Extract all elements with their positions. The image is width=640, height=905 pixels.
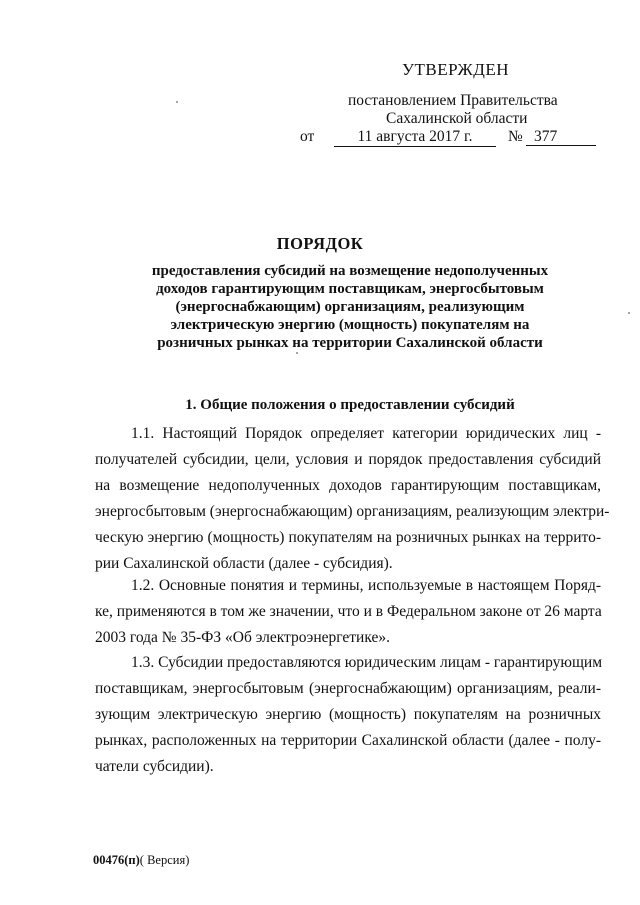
subtitle-line: электрическую энергию (мощность) покупателям на xyxy=(170,317,530,333)
paragraph-line: энергосбытовым (энергоснабжающим) организациям, реализующим электри- xyxy=(95,503,610,520)
paragraph-line: зующим электрическую энергию (мощность) покупателям на розничных xyxy=(95,706,601,723)
paragraph-line: ческую энергию (мощность) покупателям на розничных рынках на террито- xyxy=(95,529,601,546)
number-prefix: № xyxy=(508,128,523,145)
paragraph-line: 1.2. Основные понятия и термины, используемые в настоящем Поряд- xyxy=(131,577,601,594)
paragraph-line: 2003 года № 35-ФЗ «Об электроэнергетике». xyxy=(95,629,390,646)
date-prefix: от xyxy=(300,128,315,145)
paragraph-line: чатели субсидии). xyxy=(95,758,214,775)
document-code: 00476(п) xyxy=(93,853,140,867)
document-subtitle xyxy=(120,262,580,352)
paragraph-line: получателей субсидии, цели, условия и порядок предоставления субсидий xyxy=(95,451,601,468)
paragraph-line: на возмещение недополученных доходов гарантирующим поставщикам, xyxy=(95,477,601,494)
subtitle-line: доходов гарантирующим поставщикам, энергосбытовым xyxy=(156,281,544,297)
scan-speck xyxy=(628,312,630,314)
paragraph-line: 1.3. Субсидии предоставляются юридическим лицам - гарантирующим xyxy=(131,654,603,671)
paragraph-line: поставщикам, энергосбытовым (энергоснабжающим) организациям, реали- xyxy=(95,680,601,697)
document-version: ( Версия) xyxy=(139,853,190,867)
paragraph-1-2 xyxy=(95,573,601,651)
paragraph-1-3 xyxy=(95,650,601,780)
approved-heading: УТВЕРЖДЕН xyxy=(402,60,509,79)
scan-speck xyxy=(176,101,178,103)
approval-date: 11 августа 2017 г. xyxy=(334,128,496,147)
paragraph-line: ке, применяются в том же значении, что и в Федеральном законе от 26 марта xyxy=(95,603,602,620)
approval-date-row xyxy=(300,128,610,148)
document-footer xyxy=(93,853,189,868)
subtitle-line: (энергоснабжающим) организациям, реализующим xyxy=(175,299,525,315)
paragraph-line: рии Сахалинской области (далее - субсидия). xyxy=(95,555,393,572)
paragraph-line: рынках, расположенных на территории Сахалинской области (далее - полу- xyxy=(95,732,601,749)
paragraph-1-1 xyxy=(95,421,610,577)
approval-number: 377 xyxy=(526,128,596,146)
scan-speck xyxy=(296,352,298,354)
subtitle-line: розничных рынках на территории Сахалинской области xyxy=(157,335,543,351)
document-title: ПОРЯДОК xyxy=(276,234,364,253)
approved-by-line: постановлением Правительства xyxy=(348,92,558,109)
subtitle-line: предоставления субсидий на возмещение недополученных xyxy=(151,263,549,279)
paragraph-line: 1.1. Настоящий Порядок определяет категории юридических лиц - xyxy=(131,425,601,442)
approved-authority-line: Сахалинской области xyxy=(386,110,528,127)
section-heading: 1. Общие положения о предоставлении субсидий xyxy=(185,397,515,413)
